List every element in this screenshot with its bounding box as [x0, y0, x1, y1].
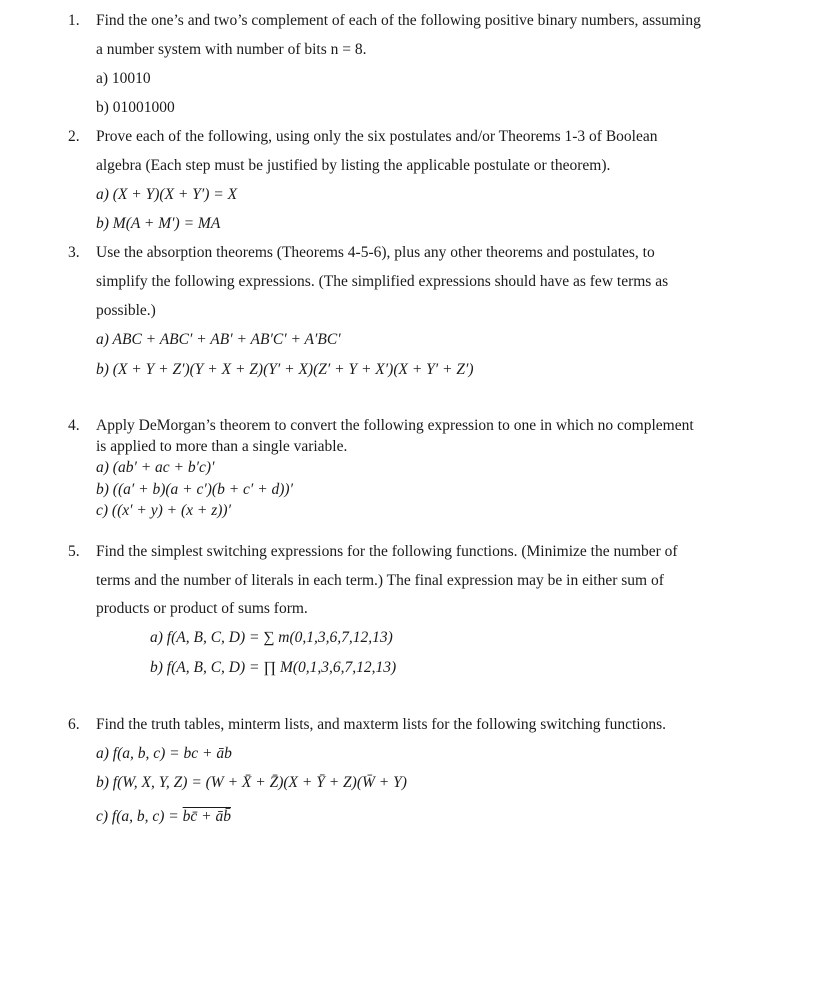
- q6-line-1: Find the truth tables, minterm lists, and maxterm lists for the following switching functions.: [96, 716, 666, 733]
- q4-part-c: c) ((x′ + y) + (x + z))′: [96, 502, 231, 519]
- q4-line-2: is applied to more than a single variable.: [96, 438, 348, 455]
- q1-line-1: Find the one’s and two’s complement of each of the following positive binary numbers, assuming: [96, 12, 701, 29]
- q3-number: 3.: [68, 244, 80, 261]
- q6-part-c: [96, 807, 231, 827]
- q5-number: 5.: [68, 543, 80, 560]
- q5-part-a: a) f(A, B, C, D) = ∑ m(0,1,3,6,7,12,13): [150, 629, 393, 646]
- q1-part-a: a) 10010: [96, 70, 151, 87]
- q1-line-2: a number system with number of bits n = 8.: [96, 41, 367, 58]
- q6-part-b: b) f(W, X, Y, Z) = (W + X̄ + Z̄)(X + Ȳ + Z)(W̄ + Y): [96, 774, 407, 791]
- q3-line-3: possible.): [96, 302, 156, 319]
- q6-part-c-prefix: c) f(a, b, c) =: [96, 808, 183, 825]
- q4-part-b: b) ((a′ + b)(a + c′)(b + c′ + d))′: [96, 481, 293, 498]
- q6-part-c-overlined-expression: bc̄ + āb̄: [182, 808, 231, 825]
- q4-line-1: Apply DeMorgan’s theorem to convert the following expression to one in which no complement: [96, 417, 694, 434]
- q5-line-2: terms and the number of literals in each term.) The final expression may be in either sum of: [96, 572, 664, 589]
- q6-number: 6.: [68, 716, 80, 733]
- q2-part-b: b) M(A + M′) = MA: [96, 215, 221, 232]
- q1-part-b: b) 01001000: [96, 99, 175, 116]
- q2-line-2: algebra (Each step must be justified by listing the applicable postulate or theorem).: [96, 157, 611, 174]
- q1-number: 1.: [68, 12, 80, 29]
- q5-part-b: b) f(A, B, C, D) = ∏ M(0,1,3,6,7,12,13): [150, 659, 397, 676]
- q2-line-1: Prove each of the following, using only the six postulates and/or Theorems 1-3 of Boolean: [96, 128, 658, 145]
- q2-number: 2.: [68, 128, 80, 145]
- q3-part-b: b) (X + Y + Z′)(Y + X + Z)(Y′ + X)(Z′ + Y + X′)(X + Y′ + Z′): [96, 361, 474, 378]
- q4-number: 4.: [68, 417, 80, 434]
- q3-part-a: a) ABC + ABC′ + AB′ + AB′C′ + A′BC′: [96, 331, 341, 348]
- q5-line-3: products or product of sums form.: [96, 600, 308, 617]
- q3-line-1: Use the absorption theorems (Theorems 4-5-6), plus any other theorems and postulates, to: [96, 244, 655, 261]
- q3-line-2: simplify the following expressions. (The simplified expressions should have as few terms as: [96, 273, 669, 290]
- q5-line-1: Find the simplest switching expressions for the following functions. (Minimize the number of: [96, 543, 678, 560]
- q6-part-a: a) f(a, b, c) = bc + āb: [96, 745, 232, 762]
- q2-part-a: a) (X + Y)(X + Y′) = X: [96, 186, 238, 203]
- q4-part-a: a) (ab′ + ac + b′c)′: [96, 459, 215, 476]
